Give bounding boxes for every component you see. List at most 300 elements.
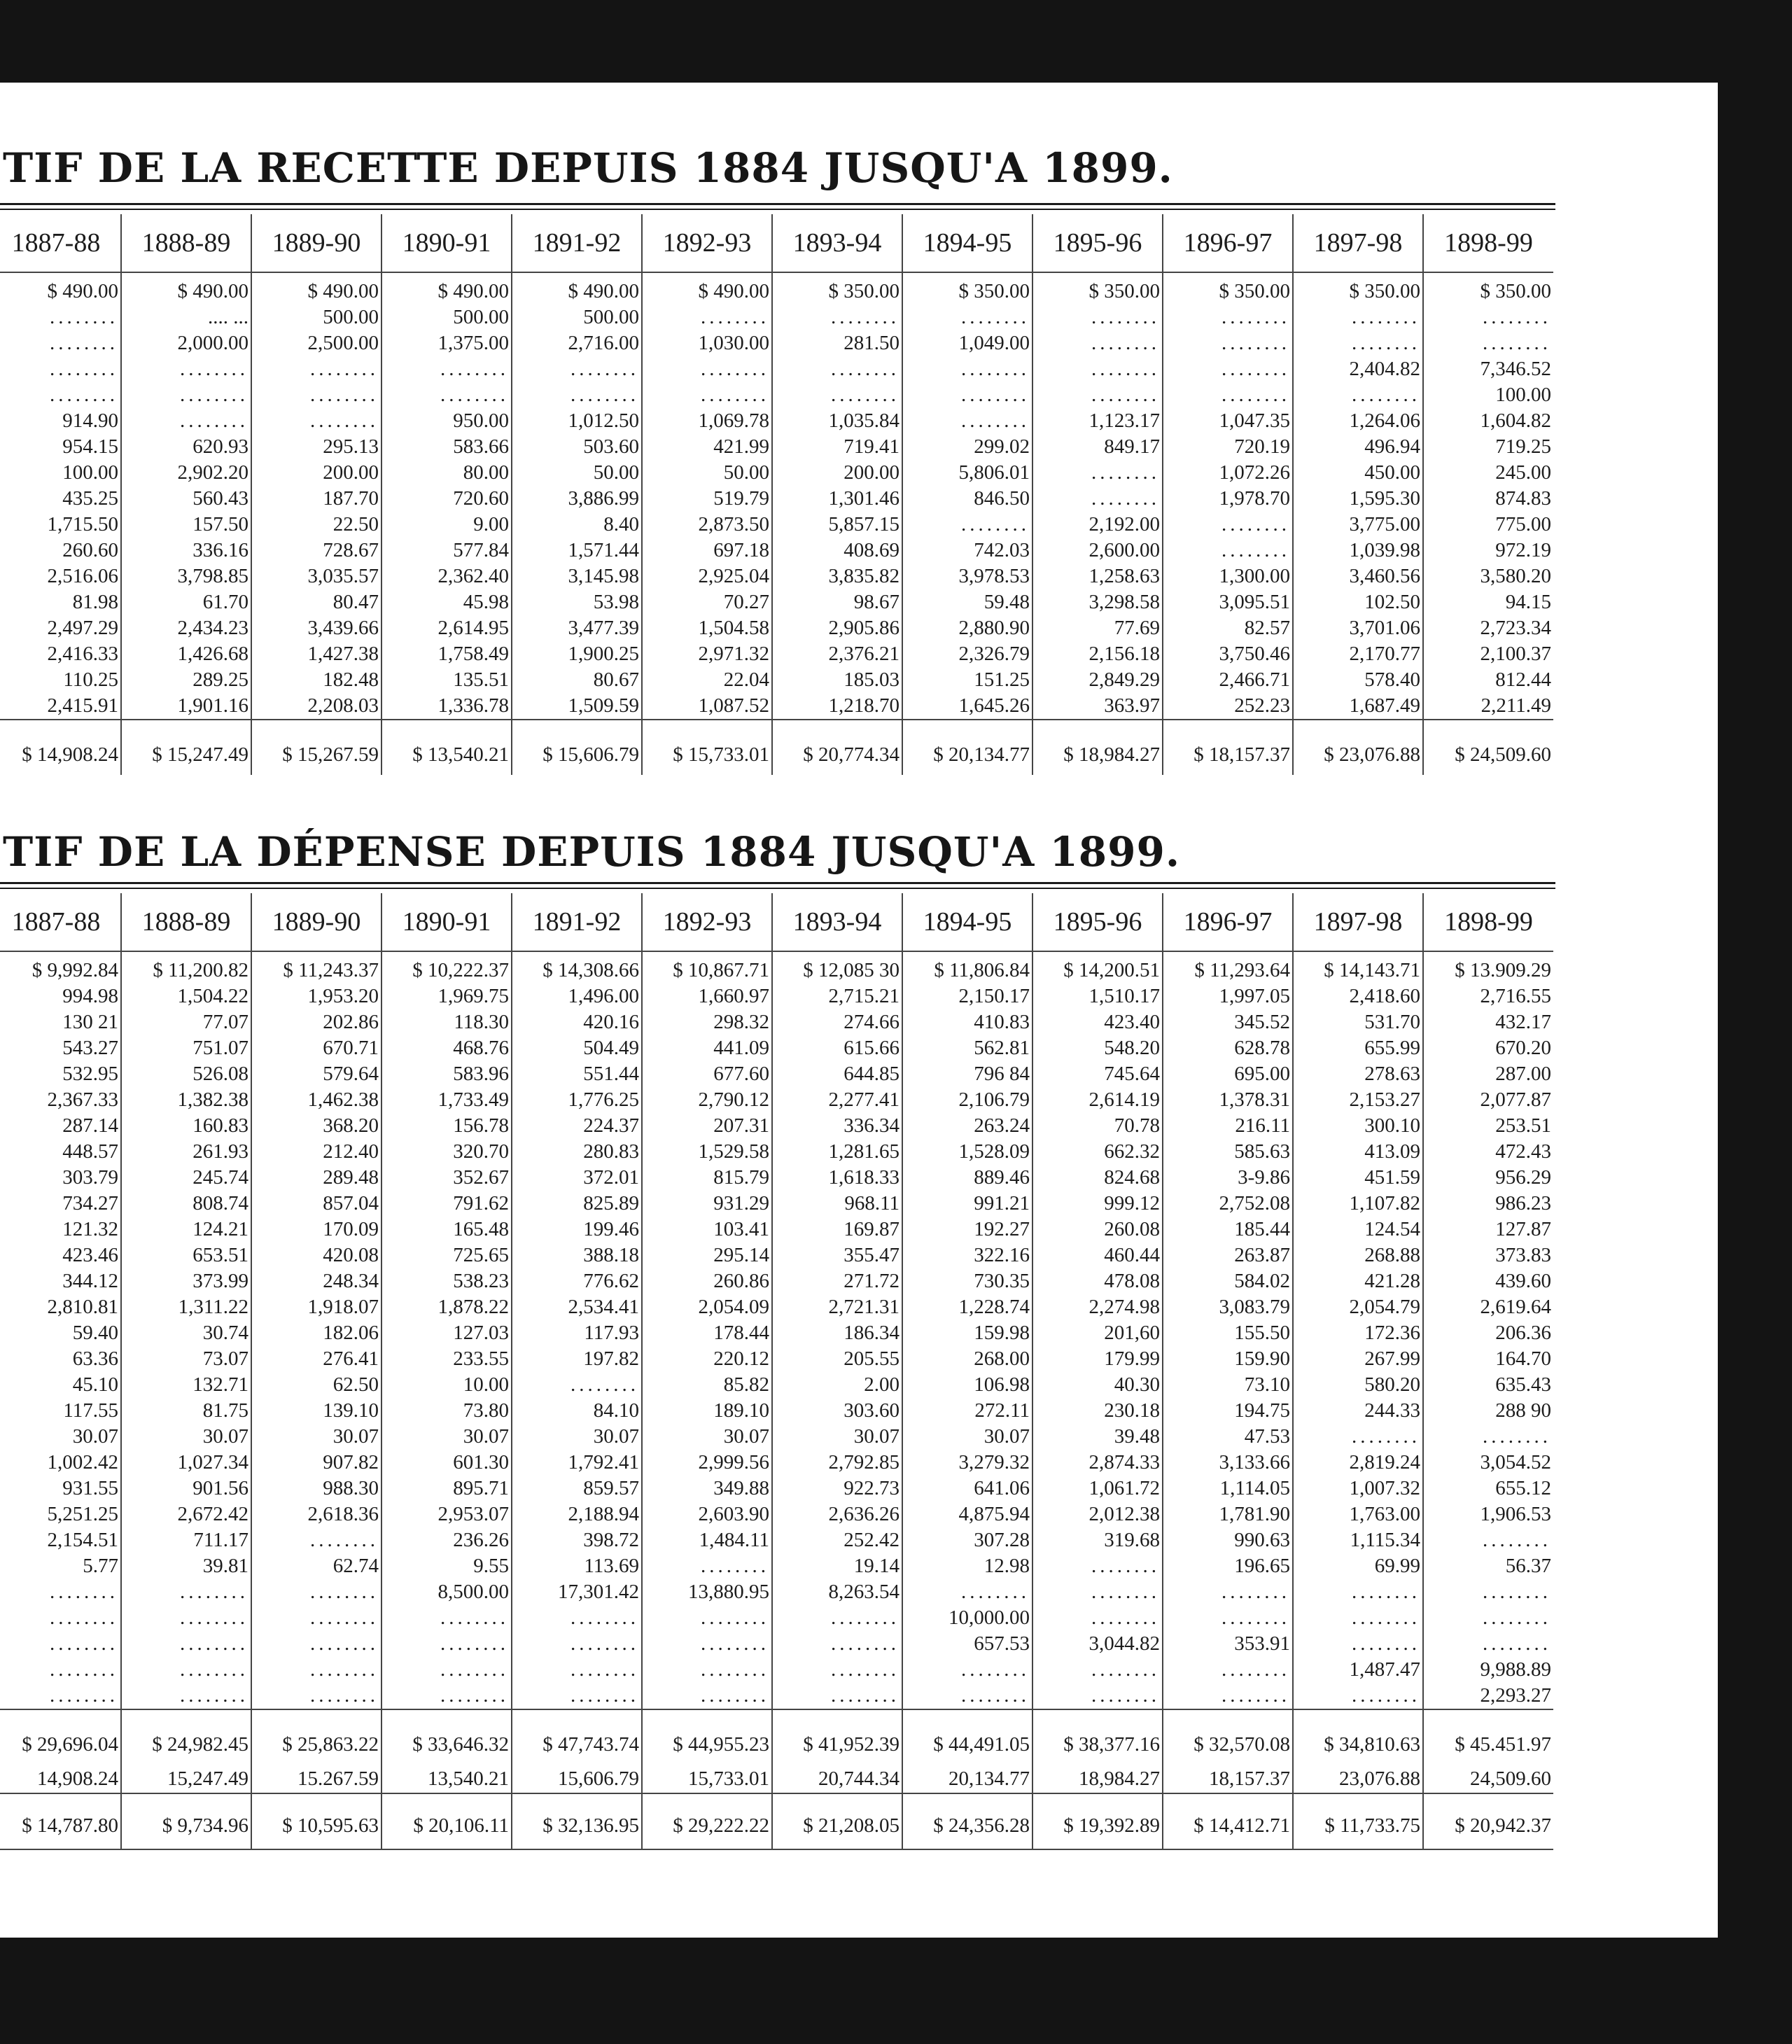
table-cell: 408.69 bbox=[772, 538, 902, 564]
expenses-title-rule-inner bbox=[0, 888, 1555, 889]
table-cell: 224.37 bbox=[512, 1113, 642, 1139]
table-cell: 1,027.34 bbox=[121, 1450, 251, 1476]
table-row bbox=[0, 434, 1553, 460]
table-cell: 260.86 bbox=[642, 1268, 772, 1294]
table-row bbox=[0, 1346, 1553, 1372]
table-cell: 583.66 bbox=[382, 434, 512, 460]
table-cell: 73.07 bbox=[121, 1346, 251, 1372]
table-cell: 98.67 bbox=[772, 589, 902, 615]
table-cell: 70.27 bbox=[642, 589, 772, 615]
table-cell: 1,997.05 bbox=[1163, 983, 1293, 1009]
table-cell: $ 490.00 bbox=[512, 272, 642, 304]
table-cell: 202.86 bbox=[251, 1009, 382, 1035]
table-row bbox=[0, 1061, 1553, 1087]
table-cell: 2,277.41 bbox=[772, 1087, 902, 1113]
table-cell: 1,969.75 bbox=[382, 983, 512, 1009]
table-cell: 560.43 bbox=[121, 486, 251, 512]
table-cell: ........ bbox=[1032, 486, 1163, 512]
table-cell: 543.27 bbox=[0, 1035, 121, 1061]
table-cell: ........ bbox=[772, 382, 902, 408]
table-cell: 719.41 bbox=[772, 434, 902, 460]
table-cell: 244.33 bbox=[1293, 1398, 1423, 1424]
table-cell: ........ bbox=[772, 1605, 902, 1631]
table-cell: $ 350.00 bbox=[772, 272, 902, 304]
expenses-header-row bbox=[0, 893, 1553, 951]
table-cell: 3,279.32 bbox=[902, 1450, 1032, 1476]
table-cell: ........ bbox=[1293, 1631, 1423, 1657]
table-cell: 135.51 bbox=[382, 667, 512, 693]
table-cell: 1,462.38 bbox=[251, 1087, 382, 1113]
table-cell: 1,007.32 bbox=[1293, 1476, 1423, 1502]
receipts-total-cell: 14,908.24 bbox=[0, 1765, 121, 1793]
table-cell: 271.72 bbox=[772, 1268, 902, 1294]
table-cell: $ 350.00 bbox=[1032, 272, 1163, 304]
year-header: 1893-94 bbox=[772, 893, 902, 951]
table-cell: 1,012.50 bbox=[512, 408, 642, 434]
table-cell: 1,281.65 bbox=[772, 1139, 902, 1165]
table-cell: 2,716.00 bbox=[512, 330, 642, 356]
table-cell: 3,701.06 bbox=[1293, 615, 1423, 641]
table-cell: $ 490.00 bbox=[642, 272, 772, 304]
table-cell: 185.44 bbox=[1163, 1217, 1293, 1242]
table-cell: 2,792.85 bbox=[772, 1450, 902, 1476]
table-cell: 776.62 bbox=[512, 1268, 642, 1294]
table-cell: 274.66 bbox=[772, 1009, 902, 1035]
table-row bbox=[0, 983, 1553, 1009]
table-cell: ........ bbox=[251, 1579, 382, 1605]
table-cell: 2,362.40 bbox=[382, 564, 512, 589]
table-cell: ........ bbox=[1423, 330, 1553, 356]
table-cell: 1,336.78 bbox=[382, 693, 512, 720]
table-cell: 2,721.31 bbox=[772, 1294, 902, 1320]
table-cell: 441.09 bbox=[642, 1035, 772, 1061]
table-row bbox=[0, 564, 1553, 589]
table-cell: 1,618.33 bbox=[772, 1165, 902, 1191]
table-cell: 1,426.68 bbox=[121, 641, 251, 667]
year-header: 1894-95 bbox=[902, 893, 1032, 951]
table-cell: 1,487.47 bbox=[1293, 1657, 1423, 1683]
table-cell: 472.43 bbox=[1423, 1139, 1553, 1165]
table-cell: 1,107.82 bbox=[1293, 1191, 1423, 1217]
table-cell: 206.36 bbox=[1423, 1320, 1553, 1346]
balance-cell: $ 14,787.80 bbox=[0, 1793, 121, 1849]
table-cell: 2,192.00 bbox=[1032, 512, 1163, 538]
table-cell: 263.87 bbox=[1163, 1242, 1293, 1268]
table-cell: 577.84 bbox=[382, 538, 512, 564]
table-cell: 295.14 bbox=[642, 1242, 772, 1268]
table-cell: 677.60 bbox=[642, 1061, 772, 1087]
table-cell: 100.00 bbox=[0, 460, 121, 486]
table-cell: 580.20 bbox=[1293, 1372, 1423, 1398]
table-cell: 22.50 bbox=[251, 512, 382, 538]
table-cell: 1,301.46 bbox=[772, 486, 902, 512]
table-cell: 212.40 bbox=[251, 1139, 382, 1165]
table-cell: 8,500.00 bbox=[382, 1579, 512, 1605]
table-cell: ........ bbox=[0, 382, 121, 408]
table-cell: $ 14,143.71 bbox=[1293, 951, 1423, 983]
table-cell: ........ bbox=[902, 1683, 1032, 1709]
table-cell: ........ bbox=[772, 1657, 902, 1683]
table-cell: ........ bbox=[1293, 1579, 1423, 1605]
table-cell: $ 350.00 bbox=[1293, 272, 1423, 304]
table-cell: 2,077.87 bbox=[1423, 1087, 1553, 1113]
table-cell: ........ bbox=[512, 1657, 642, 1683]
table-cell: 990.63 bbox=[1163, 1527, 1293, 1553]
table-cell: 730.35 bbox=[902, 1268, 1032, 1294]
table-cell: 248.34 bbox=[251, 1268, 382, 1294]
table-cell: 1,300.00 bbox=[1163, 564, 1293, 589]
table-cell: 988.30 bbox=[251, 1476, 382, 1502]
table-cell: ........ bbox=[1293, 1424, 1423, 1450]
table-cell: $ 10,222.37 bbox=[382, 951, 512, 983]
table-cell: 1,264.06 bbox=[1293, 408, 1423, 434]
table-cell: 2,170.77 bbox=[1293, 641, 1423, 667]
table-cell: 5,857.15 bbox=[772, 512, 902, 538]
table-cell: 178.44 bbox=[642, 1320, 772, 1346]
table-cell: 3,798.85 bbox=[121, 564, 251, 589]
total-row bbox=[0, 720, 1553, 775]
balance-cell: $ 20,106.11 bbox=[382, 1793, 512, 1849]
receipts-total-cell: 15,733.01 bbox=[642, 1765, 772, 1793]
table-row bbox=[0, 1087, 1553, 1113]
total-cell: $ 45.451.97 bbox=[1423, 1709, 1553, 1765]
table-cell: ........ bbox=[772, 1631, 902, 1657]
table-cell: 435.25 bbox=[0, 486, 121, 512]
table-cell: 824.68 bbox=[1032, 1165, 1163, 1191]
table-cell: $ 12,085 30 bbox=[772, 951, 902, 983]
table-cell: 3,095.51 bbox=[1163, 589, 1293, 615]
table-row bbox=[0, 615, 1553, 641]
table-cell: 62.74 bbox=[251, 1553, 382, 1579]
table-row bbox=[0, 1294, 1553, 1320]
table-cell: 170.09 bbox=[251, 1217, 382, 1242]
table-cell: 1,035.84 bbox=[772, 408, 902, 434]
table-cell: ........ bbox=[251, 408, 382, 434]
table-cell: ........ bbox=[642, 356, 772, 382]
table-cell: ........ bbox=[642, 382, 772, 408]
table-cell: 169.87 bbox=[772, 1217, 902, 1242]
receipts-header-row bbox=[0, 214, 1553, 272]
table-cell: 121.32 bbox=[0, 1217, 121, 1242]
table-cell: 81.75 bbox=[121, 1398, 251, 1424]
table-cell: 874.83 bbox=[1423, 486, 1553, 512]
table-cell: 368.20 bbox=[251, 1113, 382, 1139]
table-cell: 47.53 bbox=[1163, 1424, 1293, 1450]
table-cell: 2,874.33 bbox=[1032, 1450, 1163, 1476]
table-cell: 500.00 bbox=[512, 304, 642, 330]
year-header: 1889-90 bbox=[251, 214, 382, 272]
table-cell: 3,750.46 bbox=[1163, 641, 1293, 667]
table-cell: ........ bbox=[0, 1605, 121, 1631]
table-cell: 82.57 bbox=[1163, 615, 1293, 641]
table-cell: 2,418.60 bbox=[1293, 983, 1423, 1009]
table-cell: 159.98 bbox=[902, 1320, 1032, 1346]
table-cell: 991.21 bbox=[902, 1191, 1032, 1217]
table-cell: 3,054.52 bbox=[1423, 1450, 1553, 1476]
table-cell: 420.16 bbox=[512, 1009, 642, 1035]
table-cell: 532.95 bbox=[0, 1061, 121, 1087]
table-cell: 80.00 bbox=[382, 460, 512, 486]
table-cell: 2,466.71 bbox=[1163, 667, 1293, 693]
table-cell: 448.57 bbox=[0, 1139, 121, 1165]
table-cell: 2,614.95 bbox=[382, 615, 512, 641]
table-cell: 1,049.00 bbox=[902, 330, 1032, 356]
table-cell: 1,087.52 bbox=[642, 693, 772, 720]
table-cell: 1,484.11 bbox=[642, 1527, 772, 1553]
year-header: 1898-99 bbox=[1423, 214, 1553, 272]
table-row bbox=[0, 1372, 1553, 1398]
table-cell: 931.29 bbox=[642, 1191, 772, 1217]
table-cell: 220.12 bbox=[642, 1346, 772, 1372]
table-cell: 200.00 bbox=[251, 460, 382, 486]
table-cell: 2,150.17 bbox=[902, 983, 1032, 1009]
table-cell: ........ bbox=[1293, 1605, 1423, 1631]
table-cell: ........ bbox=[1032, 330, 1163, 356]
table-cell: 2,953.07 bbox=[382, 1502, 512, 1527]
table-cell: 1,978.70 bbox=[1163, 486, 1293, 512]
table-cell: 653.51 bbox=[121, 1242, 251, 1268]
table-cell: 734.27 bbox=[0, 1191, 121, 1217]
table-cell: ........ bbox=[902, 304, 1032, 330]
table-cell: 30.07 bbox=[642, 1424, 772, 1450]
table-cell: ........ bbox=[642, 1631, 772, 1657]
table-cell: 189.10 bbox=[642, 1398, 772, 1424]
table-cell: 355.47 bbox=[772, 1242, 902, 1268]
table-cell: 895.71 bbox=[382, 1476, 512, 1502]
table-cell: 620.93 bbox=[121, 434, 251, 460]
table-cell: 2,415.91 bbox=[0, 693, 121, 720]
table-cell: $ 490.00 bbox=[0, 272, 121, 304]
table-cell: 17,301.42 bbox=[512, 1579, 642, 1605]
total-cell: $ 44,491.05 bbox=[902, 1709, 1032, 1765]
receipts-title-rule bbox=[0, 203, 1555, 205]
table-cell: 531.70 bbox=[1293, 1009, 1423, 1035]
table-cell: ........ bbox=[1293, 330, 1423, 356]
table-cell: 363.97 bbox=[1032, 693, 1163, 720]
table-row bbox=[0, 1113, 1553, 1139]
table-row bbox=[0, 460, 1553, 486]
total-cell: $ 24,982.45 bbox=[121, 1709, 251, 1765]
table-cell: 3,886.99 bbox=[512, 486, 642, 512]
year-header: 1892-93 bbox=[642, 214, 772, 272]
table-cell: 999.12 bbox=[1032, 1191, 1163, 1217]
table-cell: 1,781.90 bbox=[1163, 1502, 1293, 1527]
table-cell: 954.15 bbox=[0, 434, 121, 460]
table-cell: 857.04 bbox=[251, 1191, 382, 1217]
table-cell: 3,145.98 bbox=[512, 564, 642, 589]
table-cell: 200.00 bbox=[772, 460, 902, 486]
table-cell: 110.25 bbox=[0, 667, 121, 693]
year-header: 1888-89 bbox=[121, 214, 251, 272]
table-cell: 10,000.00 bbox=[902, 1605, 1032, 1631]
table-cell: 197.82 bbox=[512, 1346, 642, 1372]
table-cell: ........ bbox=[1163, 304, 1293, 330]
table-cell: 1,504.58 bbox=[642, 615, 772, 641]
table-cell: 720.60 bbox=[382, 486, 512, 512]
receipts-total-cell: 15,606.79 bbox=[512, 1765, 642, 1793]
table-cell: $ 490.00 bbox=[251, 272, 382, 304]
table-row bbox=[0, 693, 1553, 720]
table-cell: 373.99 bbox=[121, 1268, 251, 1294]
table-cell: ........ bbox=[1032, 1605, 1163, 1631]
balance-cell: $ 29,222.22 bbox=[642, 1793, 772, 1849]
table-cell: ........ bbox=[772, 356, 902, 382]
table-cell: 320.70 bbox=[382, 1139, 512, 1165]
table-cell: ........ bbox=[1423, 1605, 1553, 1631]
table-cell: ........ bbox=[512, 356, 642, 382]
year-header: 1897-98 bbox=[1293, 893, 1423, 951]
table-cell: 30.07 bbox=[772, 1424, 902, 1450]
table-cell: 421.99 bbox=[642, 434, 772, 460]
balance-row bbox=[0, 1793, 1553, 1849]
year-header: 1891-92 bbox=[512, 893, 642, 951]
table-cell: 2,618.36 bbox=[251, 1502, 382, 1527]
table-cell: 84.10 bbox=[512, 1398, 642, 1424]
year-header: 1895-96 bbox=[1032, 214, 1163, 272]
table-cell: 8.40 bbox=[512, 512, 642, 538]
table-cell: 825.89 bbox=[512, 1191, 642, 1217]
table-cell: 236.26 bbox=[382, 1527, 512, 1553]
table-cell: 372.01 bbox=[512, 1165, 642, 1191]
table-cell: 2,999.56 bbox=[642, 1450, 772, 1476]
table-cell: 50.00 bbox=[642, 460, 772, 486]
table-cell: 2,054.09 bbox=[642, 1294, 772, 1320]
table-cell: 5,806.01 bbox=[902, 460, 1032, 486]
table-cell: 1,382.38 bbox=[121, 1087, 251, 1113]
table-cell: 585.63 bbox=[1163, 1139, 1293, 1165]
table-cell: 165.48 bbox=[382, 1217, 512, 1242]
table-row bbox=[0, 1657, 1553, 1683]
table-cell: 728.67 bbox=[251, 538, 382, 564]
year-header: 1893-94 bbox=[772, 214, 902, 272]
table-cell: ........ bbox=[121, 1579, 251, 1605]
table-cell: 50.00 bbox=[512, 460, 642, 486]
table-cell: 1,918.07 bbox=[251, 1294, 382, 1320]
table-cell: 70.78 bbox=[1032, 1113, 1163, 1139]
table-cell: 151.25 bbox=[902, 667, 1032, 693]
table-cell: 791.62 bbox=[382, 1191, 512, 1217]
table-cell: ........ bbox=[1423, 304, 1553, 330]
table-row bbox=[0, 1605, 1553, 1631]
table-cell: ........ bbox=[1423, 1631, 1553, 1657]
table-cell: 2,715.21 bbox=[772, 983, 902, 1009]
table-cell: 745.64 bbox=[1032, 1061, 1163, 1087]
table-cell: 460.44 bbox=[1032, 1242, 1163, 1268]
table-cell: 45.98 bbox=[382, 589, 512, 615]
table-cell: 519.79 bbox=[642, 486, 772, 512]
table-cell: ........ bbox=[382, 382, 512, 408]
table-cell: 53.98 bbox=[512, 589, 642, 615]
table-cell: ........ bbox=[512, 1683, 642, 1709]
balance-cell: $ 11,733.75 bbox=[1293, 1793, 1423, 1849]
table-cell: 578.40 bbox=[1293, 667, 1423, 693]
table-cell: 670.71 bbox=[251, 1035, 382, 1061]
table-cell: ........ bbox=[902, 356, 1032, 382]
table-cell: 451.59 bbox=[1293, 1165, 1423, 1191]
table-cell: $ 11,806.84 bbox=[902, 951, 1032, 983]
table-cell: 30.07 bbox=[382, 1424, 512, 1450]
table-cell: 3,044.82 bbox=[1032, 1631, 1163, 1657]
table-cell: ........ bbox=[642, 1605, 772, 1631]
table-cell: 216.11 bbox=[1163, 1113, 1293, 1139]
table-cell: 2,723.34 bbox=[1423, 615, 1553, 641]
total-cell: $ 34,810.63 bbox=[1293, 1709, 1423, 1765]
table-cell: 113.69 bbox=[512, 1553, 642, 1579]
table-cell: 815.79 bbox=[642, 1165, 772, 1191]
table-cell: 2,500.00 bbox=[251, 330, 382, 356]
receipts-total-cell: 13,540.21 bbox=[382, 1765, 512, 1793]
table-cell: ........ bbox=[251, 1527, 382, 1553]
table-cell: 562.81 bbox=[902, 1035, 1032, 1061]
table-cell: 2,293.27 bbox=[1423, 1683, 1553, 1709]
table-cell: 859.57 bbox=[512, 1476, 642, 1502]
receipts-total-cell: 20,134.77 bbox=[902, 1765, 1032, 1793]
table-cell: 3,083.79 bbox=[1163, 1294, 1293, 1320]
table-cell: 725.65 bbox=[382, 1242, 512, 1268]
table-cell: 3,835.82 bbox=[772, 564, 902, 589]
table-cell: 2,790.12 bbox=[642, 1087, 772, 1113]
table-cell: 287.14 bbox=[0, 1113, 121, 1139]
table-row bbox=[0, 330, 1553, 356]
table-cell: 94.15 bbox=[1423, 589, 1553, 615]
table-cell: 468.76 bbox=[382, 1035, 512, 1061]
total-cell: $ 29,696.04 bbox=[0, 1709, 121, 1765]
table-cell: 670.20 bbox=[1423, 1035, 1553, 1061]
table-cell: 9.55 bbox=[382, 1553, 512, 1579]
table-cell: ........ bbox=[121, 356, 251, 382]
table-cell: 1,604.82 bbox=[1423, 408, 1553, 434]
table-cell: 260.60 bbox=[0, 538, 121, 564]
table-cell: 579.64 bbox=[251, 1061, 382, 1087]
table-cell: 2,434.23 bbox=[121, 615, 251, 641]
table-cell: 233.55 bbox=[382, 1346, 512, 1372]
table-cell: ........ bbox=[1032, 1579, 1163, 1605]
table-cell: $ 9,992.84 bbox=[0, 951, 121, 983]
table-cell: 73.80 bbox=[382, 1398, 512, 1424]
table-cell: $ 350.00 bbox=[902, 272, 1032, 304]
balance-cell: $ 32,136.95 bbox=[512, 1793, 642, 1849]
table-cell: 319.68 bbox=[1032, 1527, 1163, 1553]
table-cell: 172.36 bbox=[1293, 1320, 1423, 1346]
table-cell: 19.14 bbox=[772, 1553, 902, 1579]
table-cell: 2,000.00 bbox=[121, 330, 251, 356]
table-cell: 345.52 bbox=[1163, 1009, 1293, 1035]
table-cell: ........ bbox=[1163, 330, 1293, 356]
table-cell: 39.48 bbox=[1032, 1424, 1163, 1450]
table-cell: 584.02 bbox=[1163, 1268, 1293, 1294]
table-row bbox=[0, 1476, 1553, 1502]
table-cell: 7,346.52 bbox=[1423, 356, 1553, 382]
table-cell: 2,100.37 bbox=[1423, 641, 1553, 667]
table-cell: 59.48 bbox=[902, 589, 1032, 615]
table-cell: ........ bbox=[121, 1683, 251, 1709]
table-cell: ........ bbox=[121, 1657, 251, 1683]
table-cell: 504.49 bbox=[512, 1035, 642, 1061]
table-row bbox=[0, 1217, 1553, 1242]
table-cell: $ 14,308.66 bbox=[512, 951, 642, 983]
table-cell: 196.65 bbox=[1163, 1553, 1293, 1579]
table-row bbox=[0, 641, 1553, 667]
table-row bbox=[0, 1165, 1553, 1191]
table-cell: ........ bbox=[382, 1631, 512, 1657]
table-cell: 69.99 bbox=[1293, 1553, 1423, 1579]
table-cell: 373.83 bbox=[1423, 1242, 1553, 1268]
table-cell: 2,054.79 bbox=[1293, 1294, 1423, 1320]
table-cell: 2,752.08 bbox=[1163, 1191, 1293, 1217]
table-cell: ........ bbox=[642, 1683, 772, 1709]
table-cell: 336.16 bbox=[121, 538, 251, 564]
table-cell: 1,953.20 bbox=[251, 983, 382, 1009]
